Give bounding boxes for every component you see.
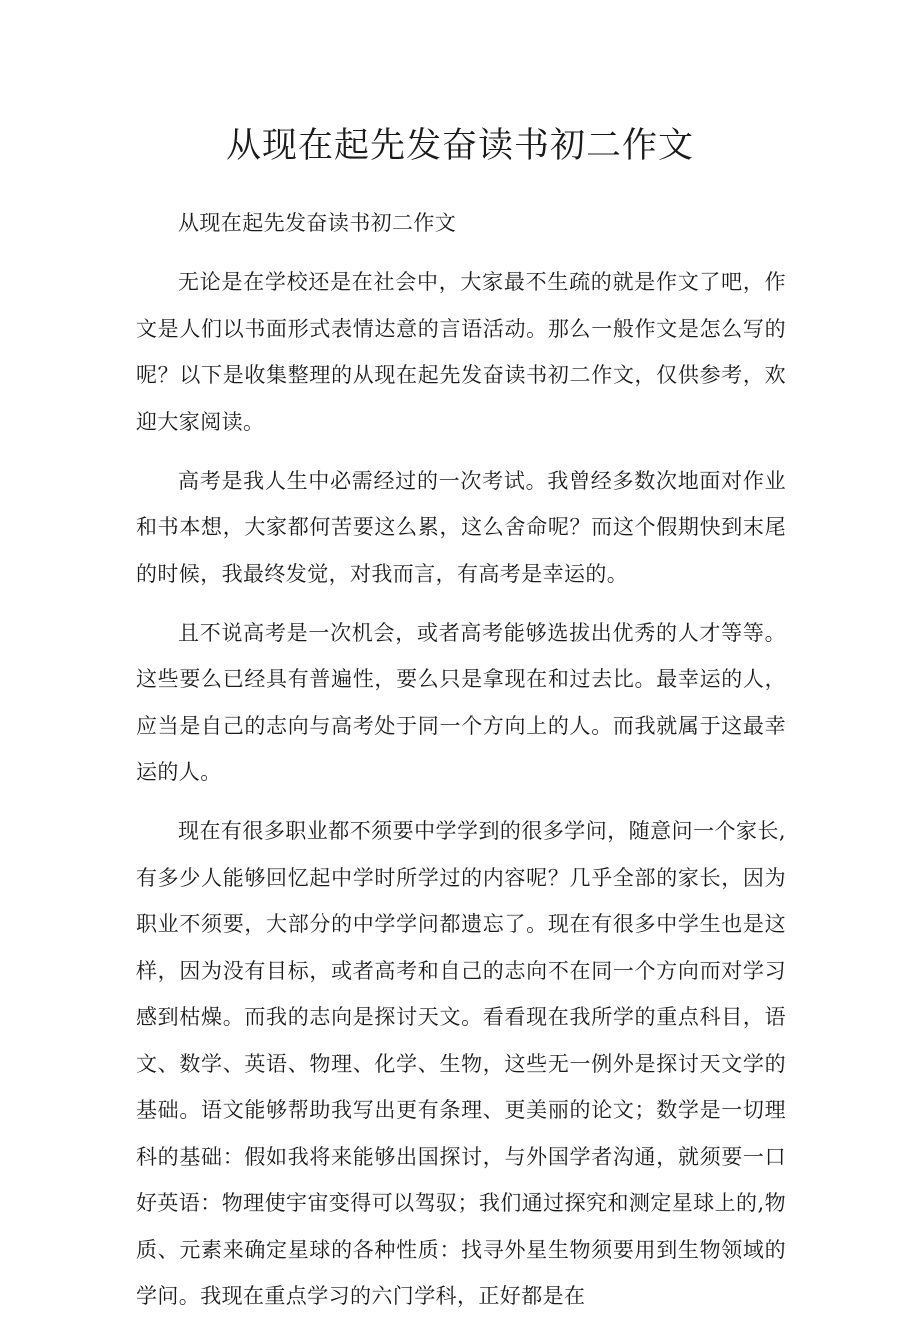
subtitle-paragraph: 从现在起先发奋读书初二作文 (178, 211, 457, 235)
body-paragraph: 高考是我人生中必需经过的一次考试。我曾经多数次地面对作业和书本想，大家都何苦要这么累，这么舍命呢？而这个假期快到末尾的时候，我最终发觉，对我而言，有高考是幸运的。 (136, 468, 786, 586)
body-paragraph: 无论是在学校还是在社会中，大家最不生疏的就是作文了吧，作文是人们以书面形式表情达意的言语活动。那么一般作文是怎么写的呢？以下是收集整理的从现在起先发奋读书初二作文，仅供参考，欢迎大家阅读。 (136, 270, 786, 434)
body-paragraph: 现在有很多职业都不须要中学学到的很多学问，随意问一个家长,有多少人能够回忆起中学时所学过的内容呢？几乎全部的家长，因为职业不须要，大部分的中学学问都遗忘了。现在有很多中学生也是这样，因为没有目标，或者高考和自己的志向不在同一个方向而对学习感到枯燥。而我的志向是探讨天文。看看现在我所学的重点科目，语文、数学、英语、物理、化学、生物，这些无一例外是探讨天文学的基础。语文能够帮助我写出更有条理、更美丽的论文；数学是一切理科的基础：假如我将来能够出国探讨，与外国学者沟通，就须要一口好英语：物理使宇宙变得可以驾驭；我们通过探究和测定星球上的,物质、元素来确定星球的各种性质：找寻外星生物须要用到生物领域的学问。我现在重点学习的六门学科，正好都是在 (136, 819, 786, 1308)
body-paragraph: 且不说高考是一次机会，或者高考能够选拔出优秀的人才等等。这些要么已经具有普遍性，要么只是拿现在和过去比。最幸运的人，应当是自己的志向与高考处于同一个方向上的人。而我就属于这最幸运的人。 (136, 620, 786, 784)
document-title: 从现在起先发奋读书初二作文 (225, 126, 694, 166)
document-body (136, 200, 786, 1332)
